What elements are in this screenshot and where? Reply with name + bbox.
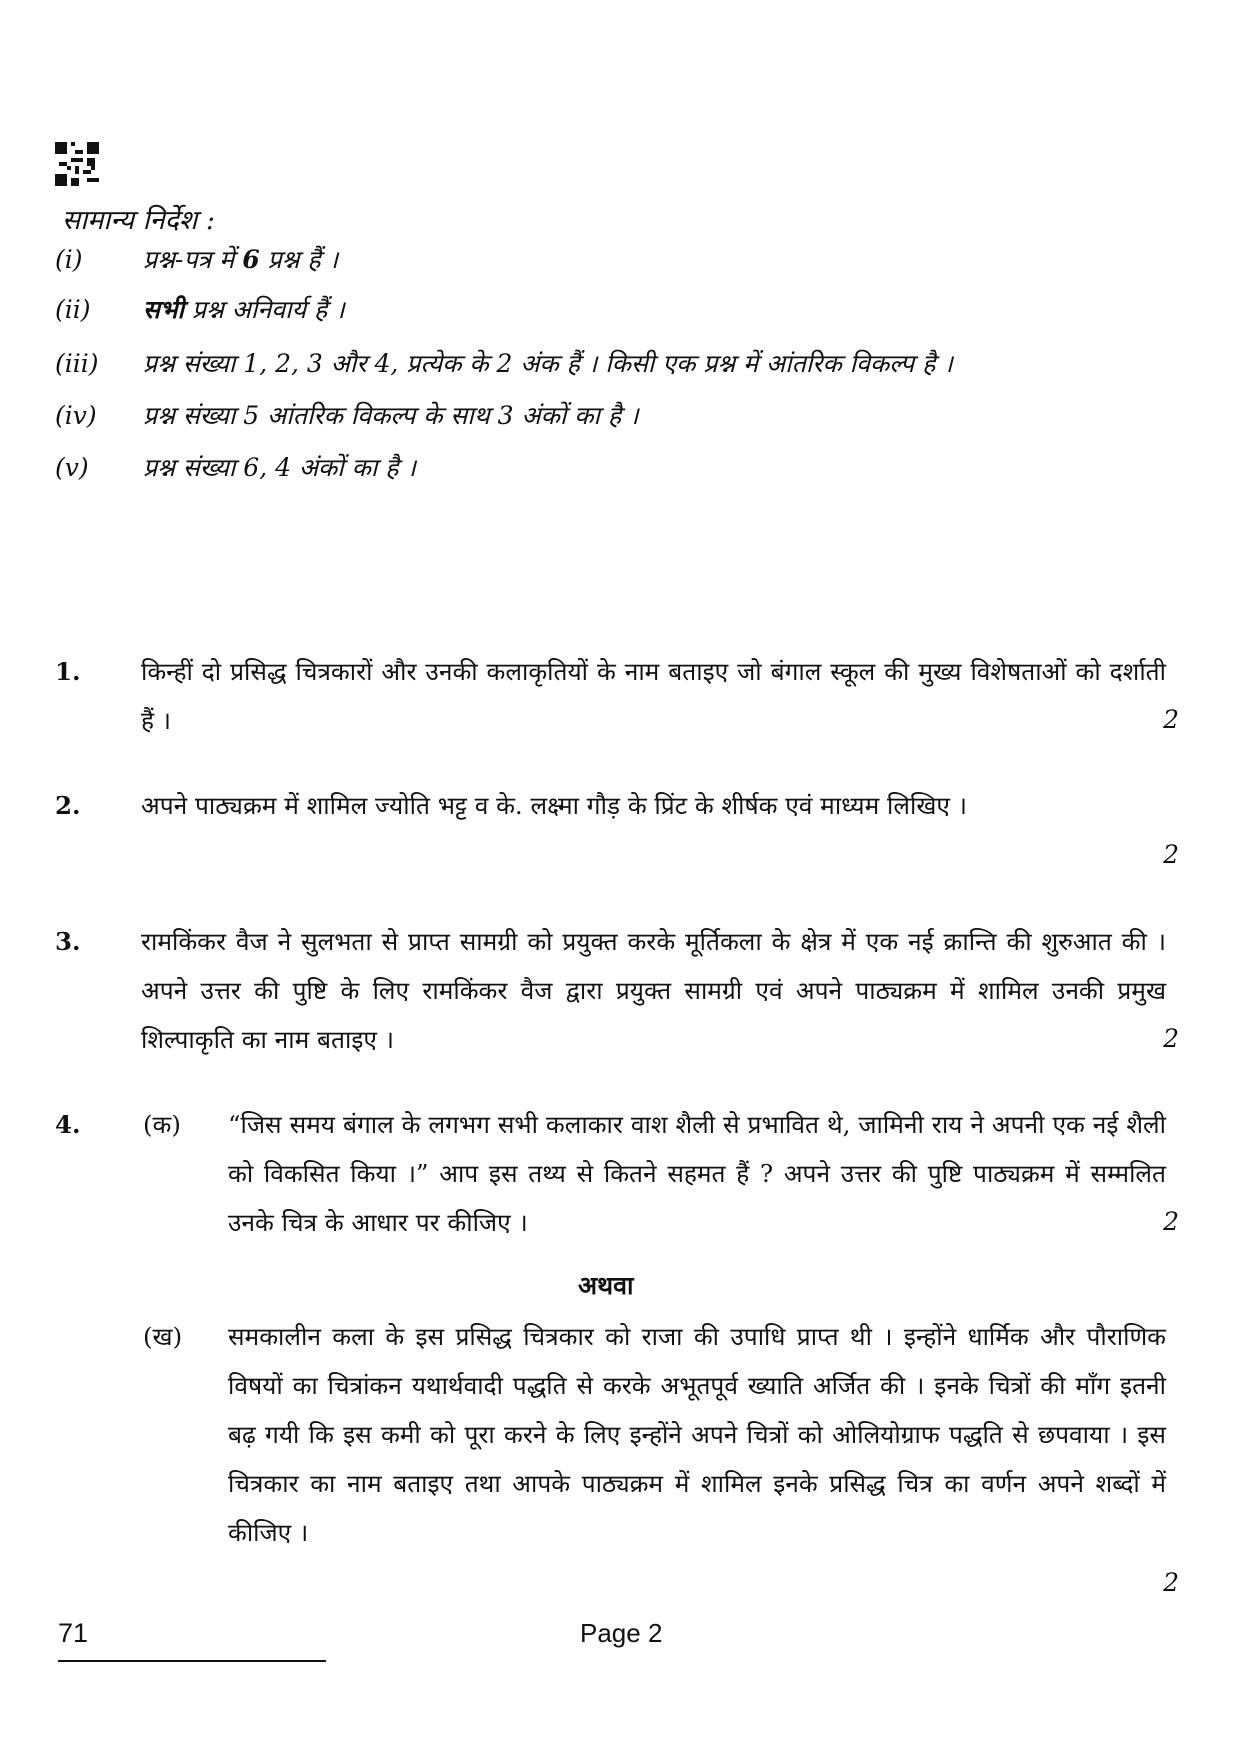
question-number: 3. bbox=[55, 927, 81, 956]
sub-question-label: (क) bbox=[143, 1110, 181, 1139]
instruction-item: (ii) सभी प्रश्न अनिवार्य हैं । bbox=[55, 295, 345, 324]
question-text: रामकिंकर वैज ने सुलभता से प्राप्त सामग्री को प्रयुक्त करके मूर्तिकला के क्षेत्र में एक नई क्रान्ति की शुरुआत की । अपने उत्तर की पुष्टि के लिए रामकिंकर वैज द्वारा प्रयुक्त सामग्री एवं अपने पाठ्यक्रम में शामिल उनकी प्रमुख शिल्पाकृति का नाम बताइए । bbox=[141, 927, 1166, 1054]
instruction-item: (iii) प्रश्न संख्या 1, 2, 3 और 4, प्रत्येक के 2 अंक हैं । किसी एक प्रश्न में आंतरिक विकल्प है । bbox=[55, 349, 953, 378]
question-text: किन्हीं दो प्रसिद्ध चित्रकारों और उनकी कलाकृतियों के नाम बताइए जो बंगाल स्कूल की मुख्य विशेषताओं को दर्शाती हैं । bbox=[141, 657, 1166, 735]
marks-label: 2 bbox=[1163, 705, 1179, 734]
qr-code-icon bbox=[55, 142, 99, 186]
or-divider: अथवा bbox=[578, 1271, 634, 1300]
instruction-item: (i) प्रश्न-पत्र में 6 प्रश्न हैं । bbox=[55, 245, 339, 274]
question-text: समकालीन कला के इस प्रसिद्ध चित्रकार को राजा की उपाधि प्राप्त थी । इन्होंने धार्मिक और पौराणिक विषयों का चित्रांकन यथार्थवादी पद्धति से करके अभूतपूर्व ख्याति अर्जित की । इनके चित्रों की माँग इतनी बढ़ गयी कि इस कमी को पूरा करने के लिए इन्होंने अपने चित्रों को ओलियोग्राफ पद्धति से छपवाया । इस चित्रकार का नाम बताइए तथा आपके पाठ्यक्रम में शामिल इनके प्रसिद्ध चित्र का वर्णन अपने शब्दों में कीजिए । bbox=[228, 1322, 1166, 1547]
instruction-item: (v) प्रश्न संख्या 6, 4 अंकों का है । bbox=[55, 453, 416, 482]
paper-code: 71 bbox=[58, 1618, 89, 1648]
question-number: 1. bbox=[55, 657, 81, 686]
marks-label: 2 bbox=[1163, 1207, 1179, 1236]
question-text: “जिस समय बंगाल के लगभग सभी कलाकार वाश शैली से प्रभावित थे, जामिनी राय ने अपनी एक नई शैली को विकसित किया ।” आप इस तथ्य से कितने सहमत हैं ? अपने उत्तर की पुष्टि पाठ्यक्रम में सम्मलित उनके चित्र के आधार पर कीजिए । bbox=[228, 1110, 1166, 1237]
question-number: 4. bbox=[55, 1110, 81, 1139]
marks-label: 2 bbox=[1163, 1568, 1179, 1597]
instruction-item: (iv) प्रश्न संख्या 5 आंतरिक विकल्प के साथ 3 अंकों का है । bbox=[55, 401, 639, 430]
marks-label: 2 bbox=[1163, 1024, 1179, 1053]
question-number: 2. bbox=[55, 791, 81, 820]
question-text: अपने पाठ्यक्रम में शामिल ज्योति भट्ट व के. लक्ष्मा गौड़ के प्रिंट के शीर्षक एवं माध्यम लिखिए । bbox=[141, 791, 968, 820]
sub-question-label: (ख) bbox=[143, 1322, 183, 1351]
page-number: Page 2 bbox=[580, 1618, 663, 1648]
footer-divider bbox=[58, 1660, 326, 1662]
marks-label: 2 bbox=[1163, 840, 1179, 869]
general-instructions-heading: सामान्य निर्देश : bbox=[62, 205, 215, 236]
